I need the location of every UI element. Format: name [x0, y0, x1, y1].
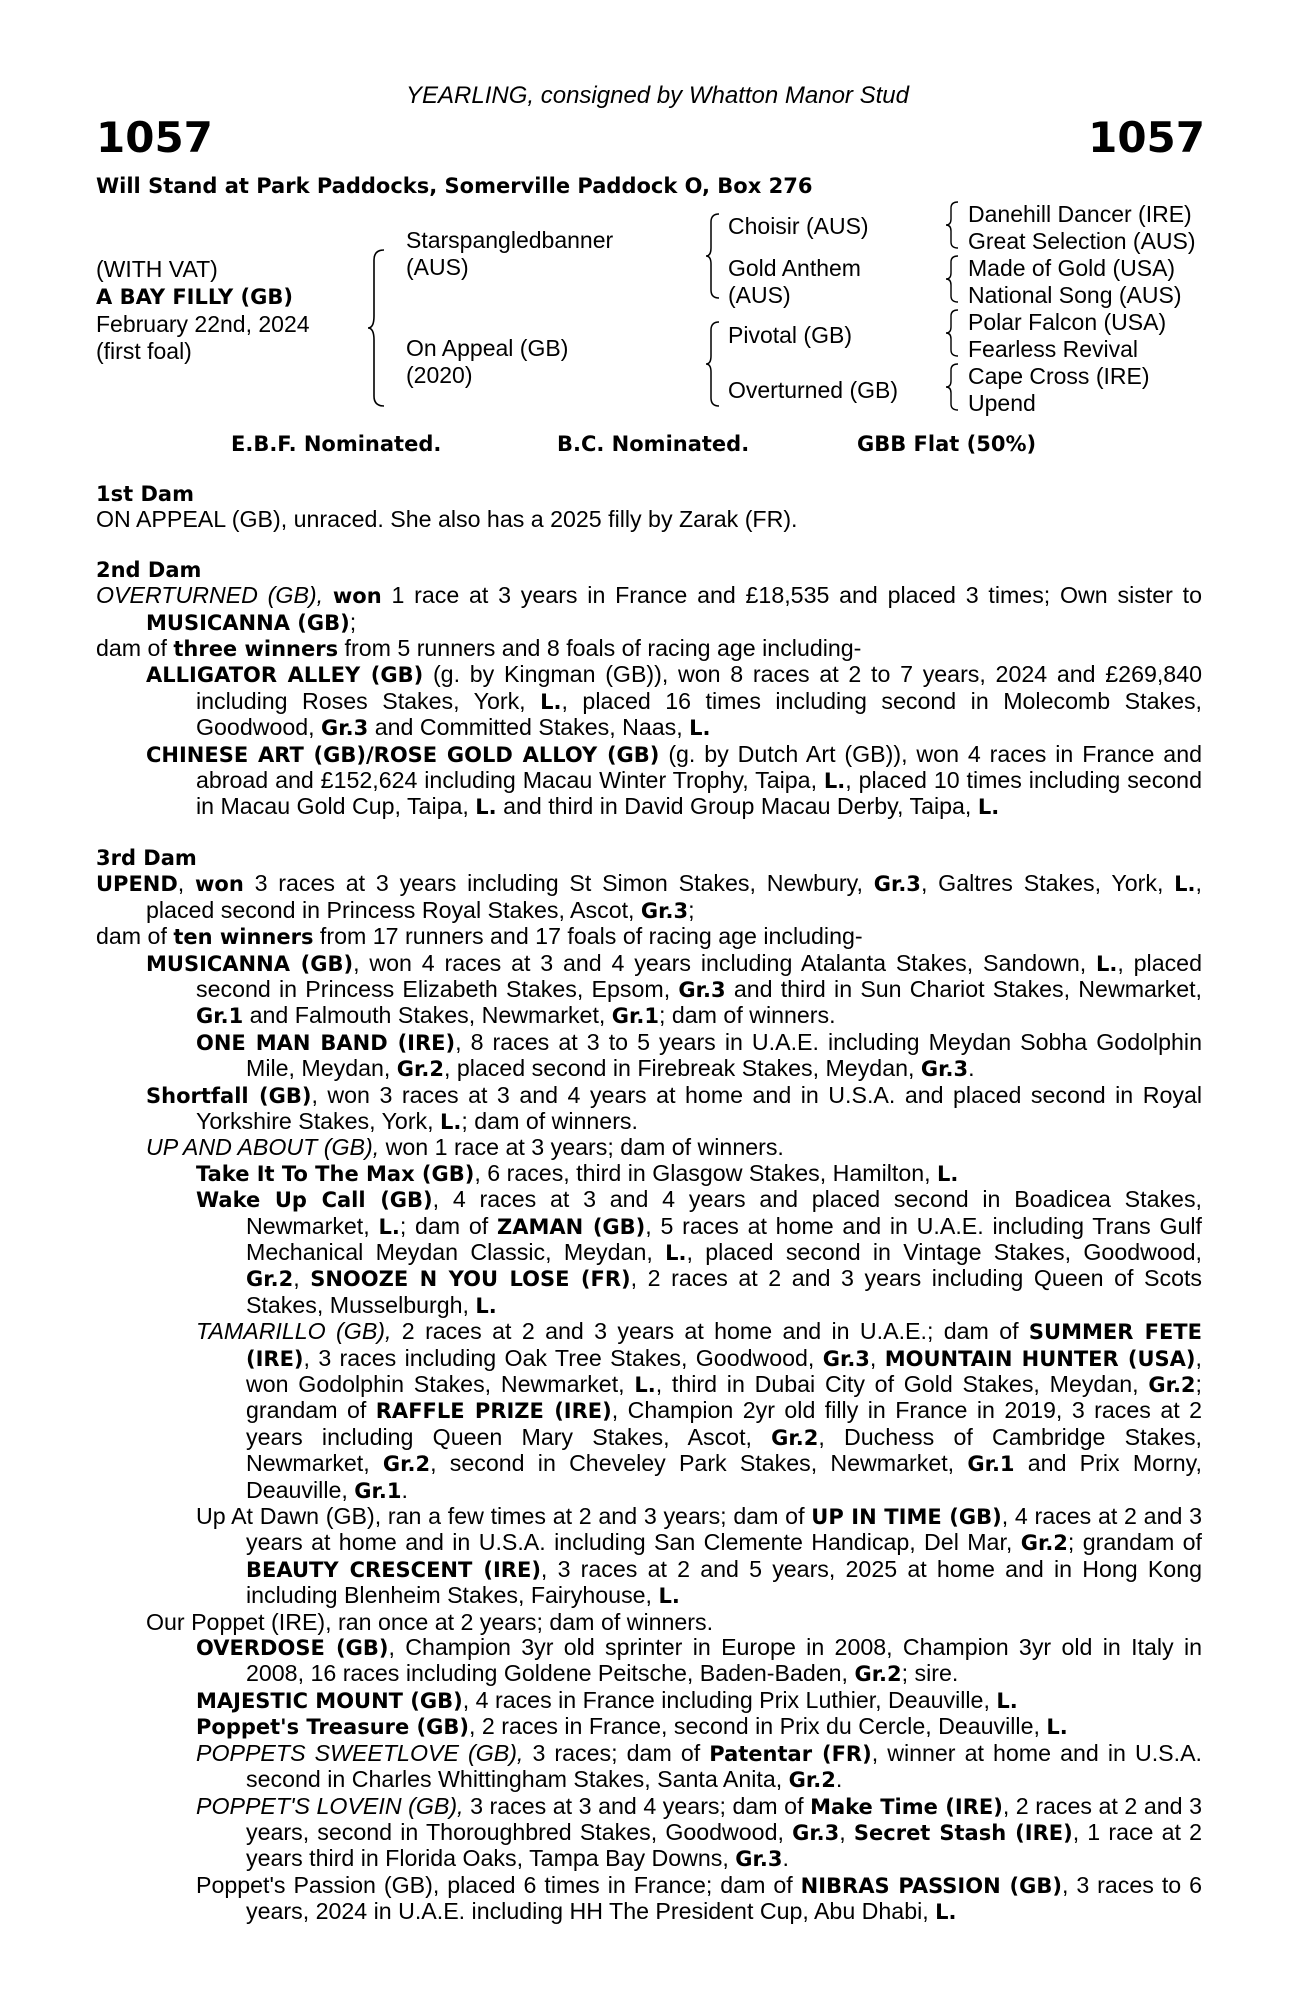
- dam-dam: Overturned (GB): [728, 377, 898, 403]
- offspring-up-at-dawn: Up At Dawn (GB), ran a few times at 2 and 3 years; dam of UP IN TIME (GB), 4 races at 2 and 3 years at home and in U.S.A. including San Clemente Handicap, Del Mar, Gr.2; grandam of BEAUTY CRESCENT (IRE), 3 races at 2 and 5 years, 2025 at home and in Hong Kong including Blenheim Stakes, Fairyhouse, L.: [196, 1503, 1202, 1609]
- offspring-up-and-about: UP AND ABOUT (GB), won 1 race at 3 years; dam of winners.: [146, 1134, 784, 1161]
- second-dam-produce: dam of three winners from 5 runners and 8 foals of racing age including-: [96, 635, 862, 662]
- first-dam-heading: 1st Dam: [96, 482, 194, 506]
- pedigree-brace-dam: [704, 320, 722, 408]
- gen3-sire-sire: Danehill Dancer (IRE) Great Selection (AUS): [968, 201, 1196, 254]
- first-dam-text: ON APPEAL (GB), unraced. She also has a 2025 filly by Zarak (FR).: [96, 506, 798, 533]
- ebf-nomination: E.B.F. Nominated.: [231, 432, 442, 456]
- third-dam-record: UPEND, won 3 races at 3 years including St Simon Stakes, Newbury, Gr.3, Galtres Stakes, York, L., placed second in Princess Royal Stakes, Ascot, Gr.3;: [96, 870, 1202, 923]
- sire-sire: Choisir (AUS): [728, 213, 869, 239]
- brace-ds: [944, 308, 960, 358]
- second-dam-heading: 2nd Dam: [96, 557, 202, 582]
- dam-name: On Appeal (GB) (2020): [406, 335, 569, 388]
- gen3-dam-sire: Polar Falcon (USA) Fearless Revival: [968, 309, 1167, 362]
- third-dam-heading: 3rd Dam: [96, 845, 197, 870]
- offspring-poppets-treasure: Poppet's Treasure (GB), 2 races in France, second in Prix du Cercle, Deauville, L.: [196, 1713, 1068, 1740]
- second-dam-record: OVERTURNED (GB), won 1 race at 3 years in France and £18,535 and placed 3 times; Own sister to MUSICANNA (GB);: [96, 582, 1202, 635]
- lot-number-left: 1057: [96, 113, 213, 162]
- consignment-line: YEARLING, consigned by Whatton Manor Stud: [406, 82, 909, 109]
- gbb-nomination: GBB Flat (50%): [857, 432, 1037, 456]
- pedigree-brace-main: [366, 248, 388, 408]
- foal-note: (first foal): [96, 338, 192, 364]
- lot-number-right: 1057: [1088, 113, 1205, 162]
- offspring-poppets-passion: Poppet's Passion (GB), placed 6 times in France; dam of NIBRAS PASSION (GB), 3 races to 6 years, 2024 in U.A.E. including HH The President Cup, Abu Dhabi, L.: [196, 1871, 1203, 1925]
- offspring-one-man-band: ONE MAN BAND (IRE), 8 races at 3 to 5 years in U.A.E. including Meydan Sobha Godolphin Mile, Meydan, Gr.2, placed second in Firebreak Stakes, Meydan, Gr.3.: [196, 1028, 1202, 1082]
- horse-dob: February 22nd, 2024: [96, 311, 310, 337]
- dam-sire: Pivotal (GB): [728, 322, 852, 348]
- horse-name: A BAY FILLY (GB): [96, 285, 293, 309]
- offspring-tamarillo: TAMARILLO (GB), 2 races at 2 and 3 years at home and in U.A.E.; dam of SUMMER FETE (IRE), 3 races including Oak Tree Stakes, Goodwood, Gr.3, MOUNTAIN HUNTER (USA), won Godolphin Stakes, Newmarket, L., third in Dubai City of Gold Stakes, Meydan, Gr.2; grandam of RAFFLE PRIZE (IRE), Champion 2yr old filly in France in 2019, 3 races at 2 years including Queen Mary Stakes, Ascot, Gr.2, Duchess of Cambridge Stakes, Newmarket, Gr.2, second in Cheveley Park Stakes, Newmarket, Gr.1 and Prix Morny, Deauville, Gr.1.: [196, 1318, 1203, 1503]
- offspring-alligator-alley: ALLIGATOR ALLEY (GB) (g. by Kingman (GB)), won 8 races at 2 to 7 years, 2024 and £269,840 including Roses Stakes, York, L., placed 16 times including second in Molecomb Stakes, Goodwood, Gr.3 and Committed Stakes, Naas, L.: [146, 661, 1203, 741]
- brace-sd: [944, 254, 960, 304]
- catalogue-body: [96, 482, 1202, 1926]
- offspring-our-poppet: Our Poppet (IRE), ran once at 2 years; dam of winners.: [146, 1608, 714, 1635]
- offspring-majestic-mount: MAJESTIC MOUNT (GB), 4 races in France including Prix Luthier, Deauville, L.: [196, 1686, 1018, 1713]
- gen3-dam-dam: Cape Cross (IRE) Upend: [968, 363, 1150, 416]
- offspring-chinese-art: CHINESE ART (GB)/ROSE GOLD ALLOY (GB) (g. by Dutch Art (GB)), won 4 races in France and abroad and £152,624 including Macau Winter Trophy, Taipa, L., placed 10 times including second in Macau Gold Cup, Taipa, L. and third in David Group Macau Derby, Taipa, L.: [146, 740, 1202, 820]
- offspring-shortfall: Shortfall (GB), won 3 races at 3 and 4 years at home and in U.S.A. and placed second in Royal Yorkshire Stakes, York, L.; dam of winners.: [146, 1081, 1203, 1134]
- brace-dd: [944, 362, 960, 412]
- offspring-poppets-lovein: POPPET'S LOVEIN (GB), 3 races at 3 and 4 years; dam of Make Time (IRE), 2 races at 2 and 3 years, second in Thoroughbred Stakes, Goodwood, Gr.3, Secret Stash (IRE), 1 race at 2 years third in Florida Oaks, Tampa Bay Downs, Gr.3.: [196, 1792, 1203, 1872]
- offspring-wake-up-call: Wake Up Call (GB), 4 races at 3 and 4 years and placed second in Boadicea Stakes, Newmarket, L.; dam of ZAMAN (GB), 5 races at home and in U.A.E. including Trans Gulf Mechanical Meydan Classic, Meydan, L., placed second in Vintage Stakes, Goodwood, Gr.2, SNOOZE N YOU LOSE (FR), 2 races at 2 and 3 years including Queen of Scots Stakes, Musselburgh, L.: [196, 1186, 1202, 1318]
- offspring-musicanna: MUSICANNA (GB), won 4 races at 3 and 4 years including Atalanta Stakes, Sandown, L., placed second in Princess Elizabeth Stakes, Epsom, Gr.3 and third in Sun Chariot Stakes, Newmarket, Gr.1 and Falmouth Stakes, Newmarket, Gr.1; dam of winners.: [146, 949, 1203, 1029]
- offspring-overdose: OVERDOSE (GB), Champion 3yr old sprinter in Europe in 2008, Champion 3yr old in Italy in 2008, 16 races including Goldene Peitsche, Baden-Baden, Gr.2; sire.: [196, 1634, 1203, 1687]
- pedigree-brace-sire: [704, 212, 722, 300]
- third-dam-produce: dam of ten winners from 17 runners and 17 foals of racing age including-: [96, 923, 863, 950]
- vat-note: (WITH VAT): [96, 256, 218, 282]
- brace-ss: [944, 200, 960, 250]
- gen3-sire-dam: Made of Gold (USA) National Song (AUS): [968, 255, 1182, 308]
- stand-location: Will Stand at Park Paddocks, Somerville Paddock O, Box 276: [96, 174, 813, 198]
- horse-info: [96, 256, 310, 365]
- offspring-take-it-to-the-max: Take It To The Max (GB), 6 races, third in Glasgow Stakes, Hamilton, L.: [196, 1159, 959, 1186]
- offspring-poppets-sweetlove: POPPETS SWEETLOVE (GB), 3 races; dam of Patentar (FR), winner at home and in U.S.A. second in Charles Whittingham Stakes, Santa Anita, Gr.2.: [196, 1739, 1202, 1793]
- bc-nomination: B.C. Nominated.: [557, 432, 750, 456]
- sire-name: Starspangledbanner (AUS): [406, 227, 614, 280]
- sire-dam: Gold Anthem (AUS): [728, 255, 861, 308]
